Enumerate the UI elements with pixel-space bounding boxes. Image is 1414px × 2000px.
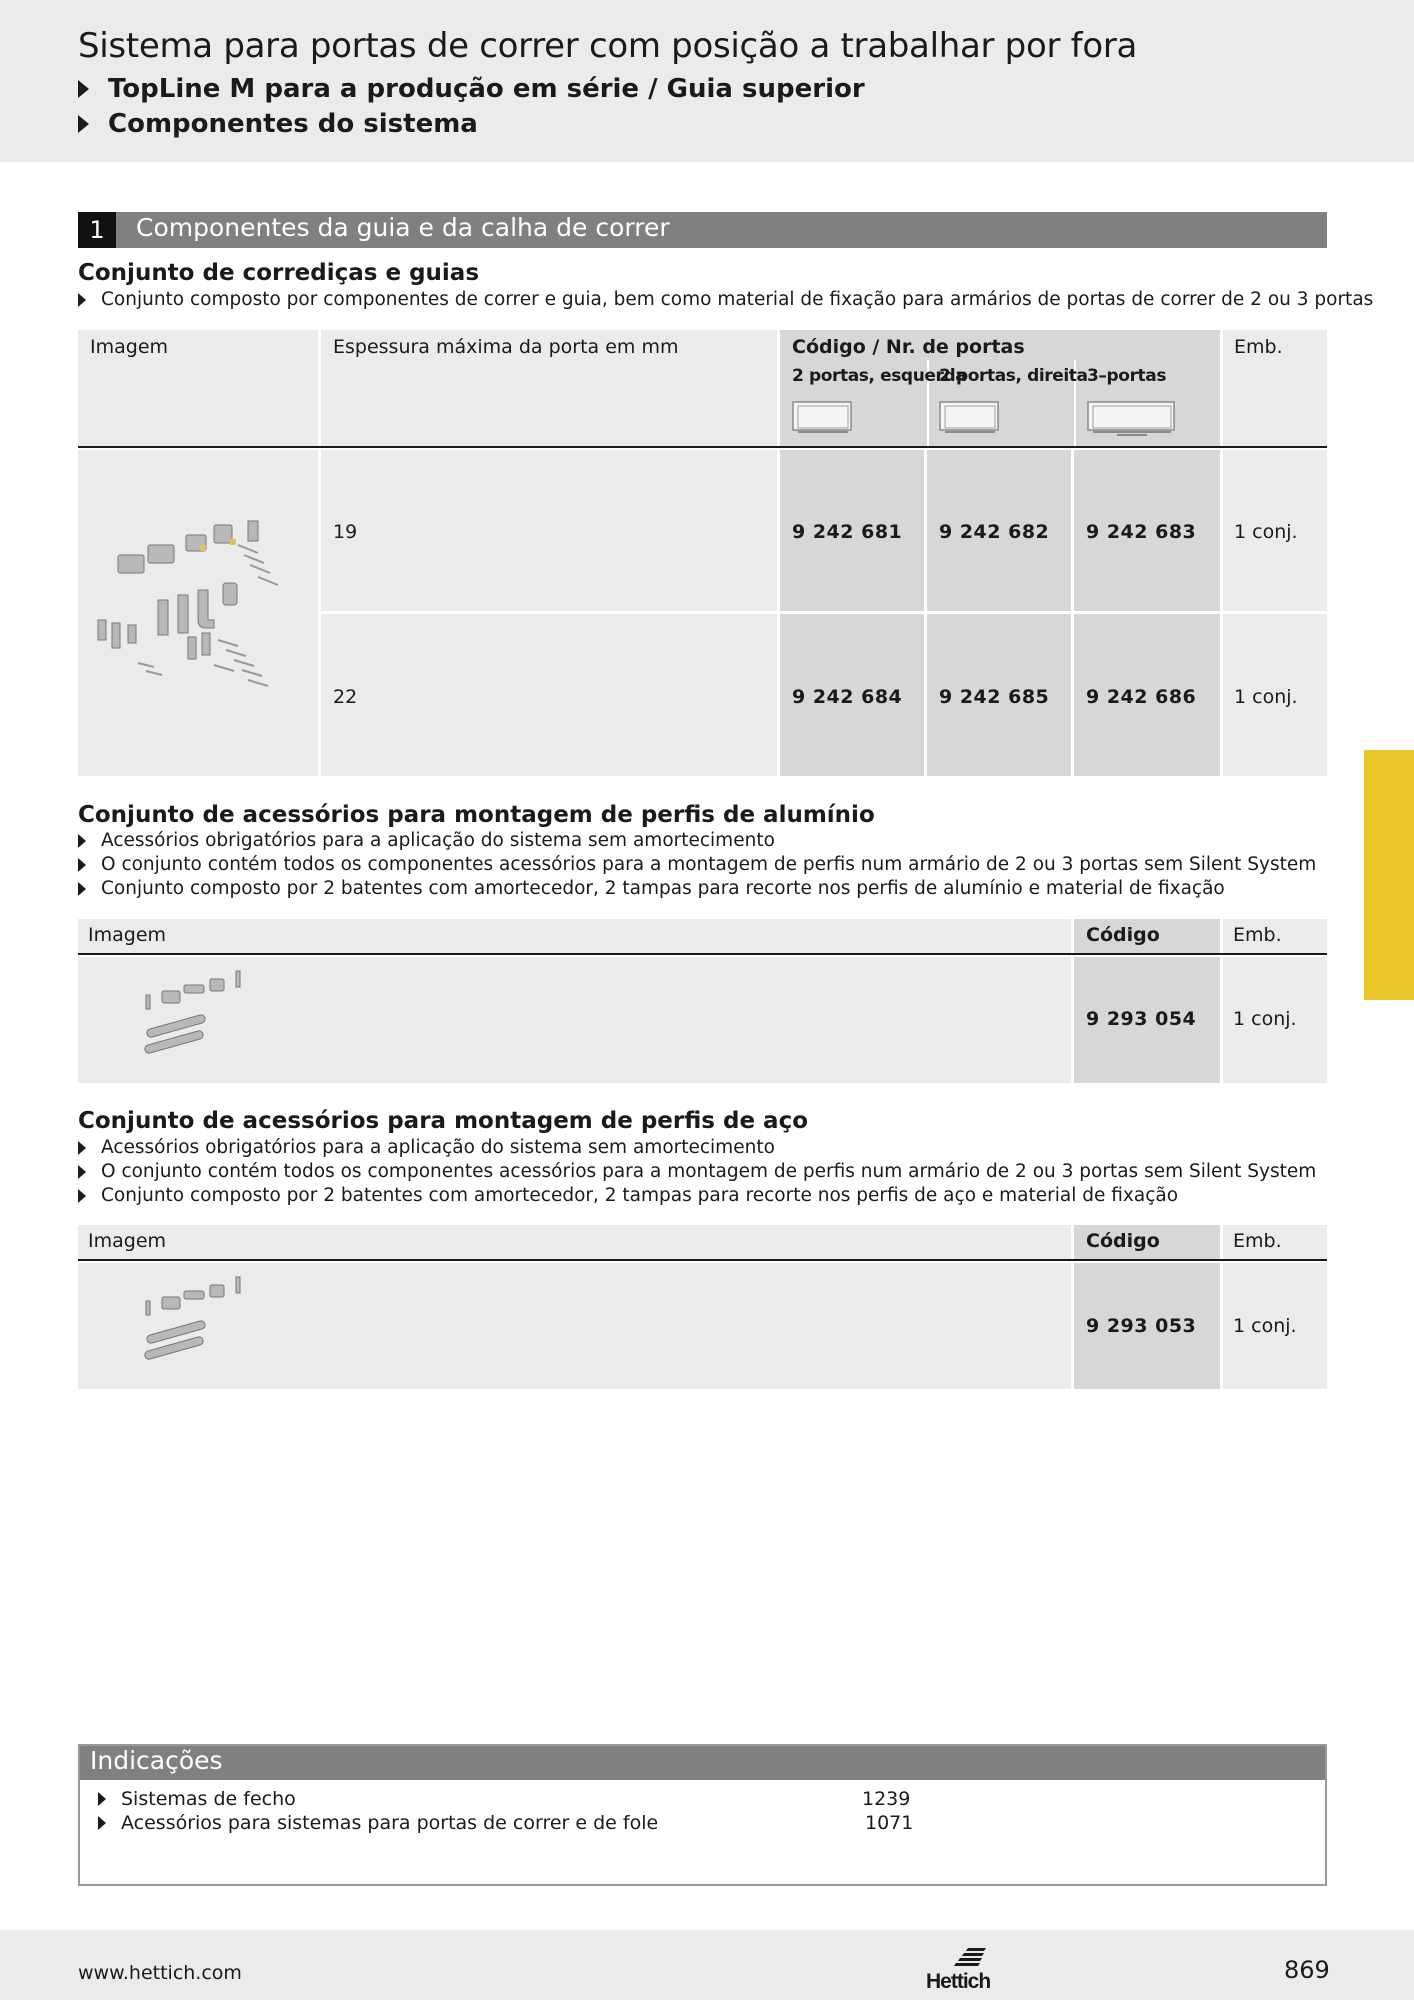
- subheader-2-right: 2 portas, direita: [939, 366, 1088, 386]
- row2-code-3doors: 9 242 686: [1086, 686, 1197, 708]
- section-bar: [78, 212, 1327, 248]
- block1-bullet: [78, 289, 1373, 310]
- subtitle-2: [78, 109, 478, 139]
- two-doors-left-icon: [792, 398, 854, 438]
- footer-website-link[interactable]: www.hettich.com: [78, 1962, 242, 1984]
- column-header-thickness: Espessura máxima da porta em mm: [333, 336, 679, 358]
- three-doors-icon: [1087, 398, 1177, 438]
- triangle-bullet-icon: [78, 80, 89, 98]
- indication-label: Sistemas de fecho: [121, 1788, 296, 1810]
- column-header-code: Código: [1086, 924, 1160, 946]
- table-header-rule: [78, 1259, 1327, 1261]
- indications-header: [80, 1746, 1325, 1780]
- row2-code-2left: 9 242 684: [792, 686, 903, 708]
- indication-item[interactable]: [98, 1788, 296, 1810]
- block2-bullet-3: [78, 878, 1225, 899]
- subtitle-1-text: TopLine M para a produção em série / Guia superior: [108, 74, 865, 104]
- row1-code-2left: 9 242 681: [792, 521, 903, 543]
- section-number: 1: [78, 212, 116, 248]
- aluminium-set-pack: 1 conj.: [1233, 1008, 1297, 1030]
- row2-code-2right: 9 242 685: [939, 686, 1050, 708]
- indication-page-ref[interactable]: 1239: [862, 1788, 911, 1810]
- row2-pack: 1 conj.: [1234, 686, 1298, 708]
- block3-title: Conjunto de acessórios para montagem de perfis de aço: [78, 1108, 809, 1134]
- steel-accessory-set-image: [140, 1271, 250, 1376]
- triangle-bullet-icon: [78, 1141, 86, 1155]
- row1-thickness: 19: [333, 521, 358, 543]
- two-doors-right-icon: [939, 398, 1001, 438]
- indications-box: [78, 1744, 1327, 1886]
- indication-page-ref[interactable]: 1071: [865, 1812, 914, 1834]
- block3-bullet-2-text: O conjunto contém todos os componentes acessórios para a montagem de perfis num armário de 2 ou 3 portas sem Silent System: [101, 1161, 1317, 1182]
- triangle-bullet-icon: [78, 293, 86, 307]
- column-header-pack: Emb.: [1234, 336, 1283, 358]
- triangle-bullet-icon: [98, 1816, 106, 1830]
- block3-bullet-3: [78, 1185, 1178, 1206]
- section-title: Componentes da guia e da calha de correr: [136, 213, 670, 242]
- row1-pack: 1 conj.: [1234, 521, 1298, 543]
- hettich-logo: [924, 1946, 1000, 1996]
- block2-bullet-3-text: Conjunto composto por 2 batentes com amortecedor, 2 tampas para recorte nos perfis de alumínio e material de fixação: [101, 878, 1225, 899]
- header-cell-image: [78, 1225, 1071, 1259]
- block3-bullet-3-text: Conjunto composto por 2 batentes com amortecedor, 2 tampas para recorte nos perfis de aço e material de fixação: [101, 1185, 1179, 1206]
- column-header-pack: Emb.: [1233, 924, 1282, 946]
- column-header-image: Imagem: [90, 336, 169, 358]
- triangle-bullet-icon: [98, 1792, 106, 1806]
- block2-bullet-1: [78, 830, 775, 851]
- subtitle-1: [78, 74, 865, 104]
- subheader-2-left: 2 portas, esquerda: [792, 366, 967, 386]
- block2-bullet-1-text: Acessórios obrigatórios para a aplicação do sistema sem amortecimento: [101, 830, 775, 851]
- row1-thickness-cell: [321, 450, 777, 611]
- block1-title: Conjunto de corrediças e guias: [78, 260, 480, 286]
- table-header-rule: [78, 953, 1327, 955]
- indications-title: Indicações: [90, 1746, 223, 1775]
- block2-title: Conjunto de acessórios para montagem de perfis de alumínio: [78, 802, 875, 828]
- column-header-code: Código: [1086, 1230, 1160, 1252]
- column-header-pack: Emb.: [1233, 1230, 1282, 1252]
- block3-bullet-1-text: Acessórios obrigatórios para a aplicação do sistema sem amortecimento: [101, 1137, 775, 1158]
- hettich-logo-text: Hettich: [926, 1970, 991, 1992]
- block1-bullet-text: Conjunto composto por componentes de correr e guia, bem como material de fixação para armários de portas de correr de 2 ou 3 portas: [101, 289, 1374, 310]
- block2-bullet-2: [78, 854, 1316, 875]
- triangle-bullet-icon: [78, 1189, 86, 1203]
- row1-code-3doors: 9 242 683: [1086, 521, 1197, 543]
- page-number: 869: [1284, 1956, 1330, 1984]
- indication-item[interactable]: [98, 1812, 658, 1834]
- triangle-bullet-icon: [78, 834, 86, 848]
- block3-bullet-2: [78, 1161, 1316, 1182]
- triangle-bullet-icon: [78, 1165, 86, 1179]
- column-header-image: Imagem: [88, 924, 167, 946]
- triangle-bullet-icon: [78, 882, 86, 896]
- page-title: Sistema para portas de correr com posição a trabalhar por fora: [78, 26, 1138, 66]
- runner-guide-set-image: [88, 505, 298, 700]
- steel-set-code: 9 293 053: [1086, 1315, 1197, 1337]
- steel-set-pack: 1 conj.: [1233, 1315, 1297, 1337]
- block2-bullet-2-text: O conjunto contém todos os componentes acessórios para a montagem de perfis num armário de 2 ou 3 portas sem Silent System: [101, 854, 1317, 875]
- row2-thickness: 22: [333, 686, 358, 708]
- chapter-tab: [1364, 750, 1414, 1000]
- aluminium-accessory-set-image: [140, 965, 250, 1070]
- block3-bullet-1: [78, 1137, 775, 1158]
- row2-thickness-cell: [321, 614, 777, 776]
- row1-code-2right: 9 242 682: [939, 521, 1050, 543]
- header-cell-image: [78, 919, 1071, 953]
- triangle-bullet-icon: [78, 858, 86, 872]
- column-header-image: Imagem: [88, 1230, 167, 1252]
- subheader-3-doors: 3–portas: [1087, 366, 1167, 386]
- subtitle-2-text: Componentes do sistema: [108, 109, 478, 139]
- aluminium-set-code: 9 293 054: [1086, 1008, 1197, 1030]
- table-header-rule: [78, 446, 1327, 448]
- indication-label: Acessórios para sistemas para portas de correr e de fole: [121, 1812, 659, 1834]
- triangle-bullet-icon: [78, 115, 89, 133]
- hettich-logo-mark: [924, 1946, 1000, 1992]
- column-header-code: Código / Nr. de portas: [792, 336, 1025, 358]
